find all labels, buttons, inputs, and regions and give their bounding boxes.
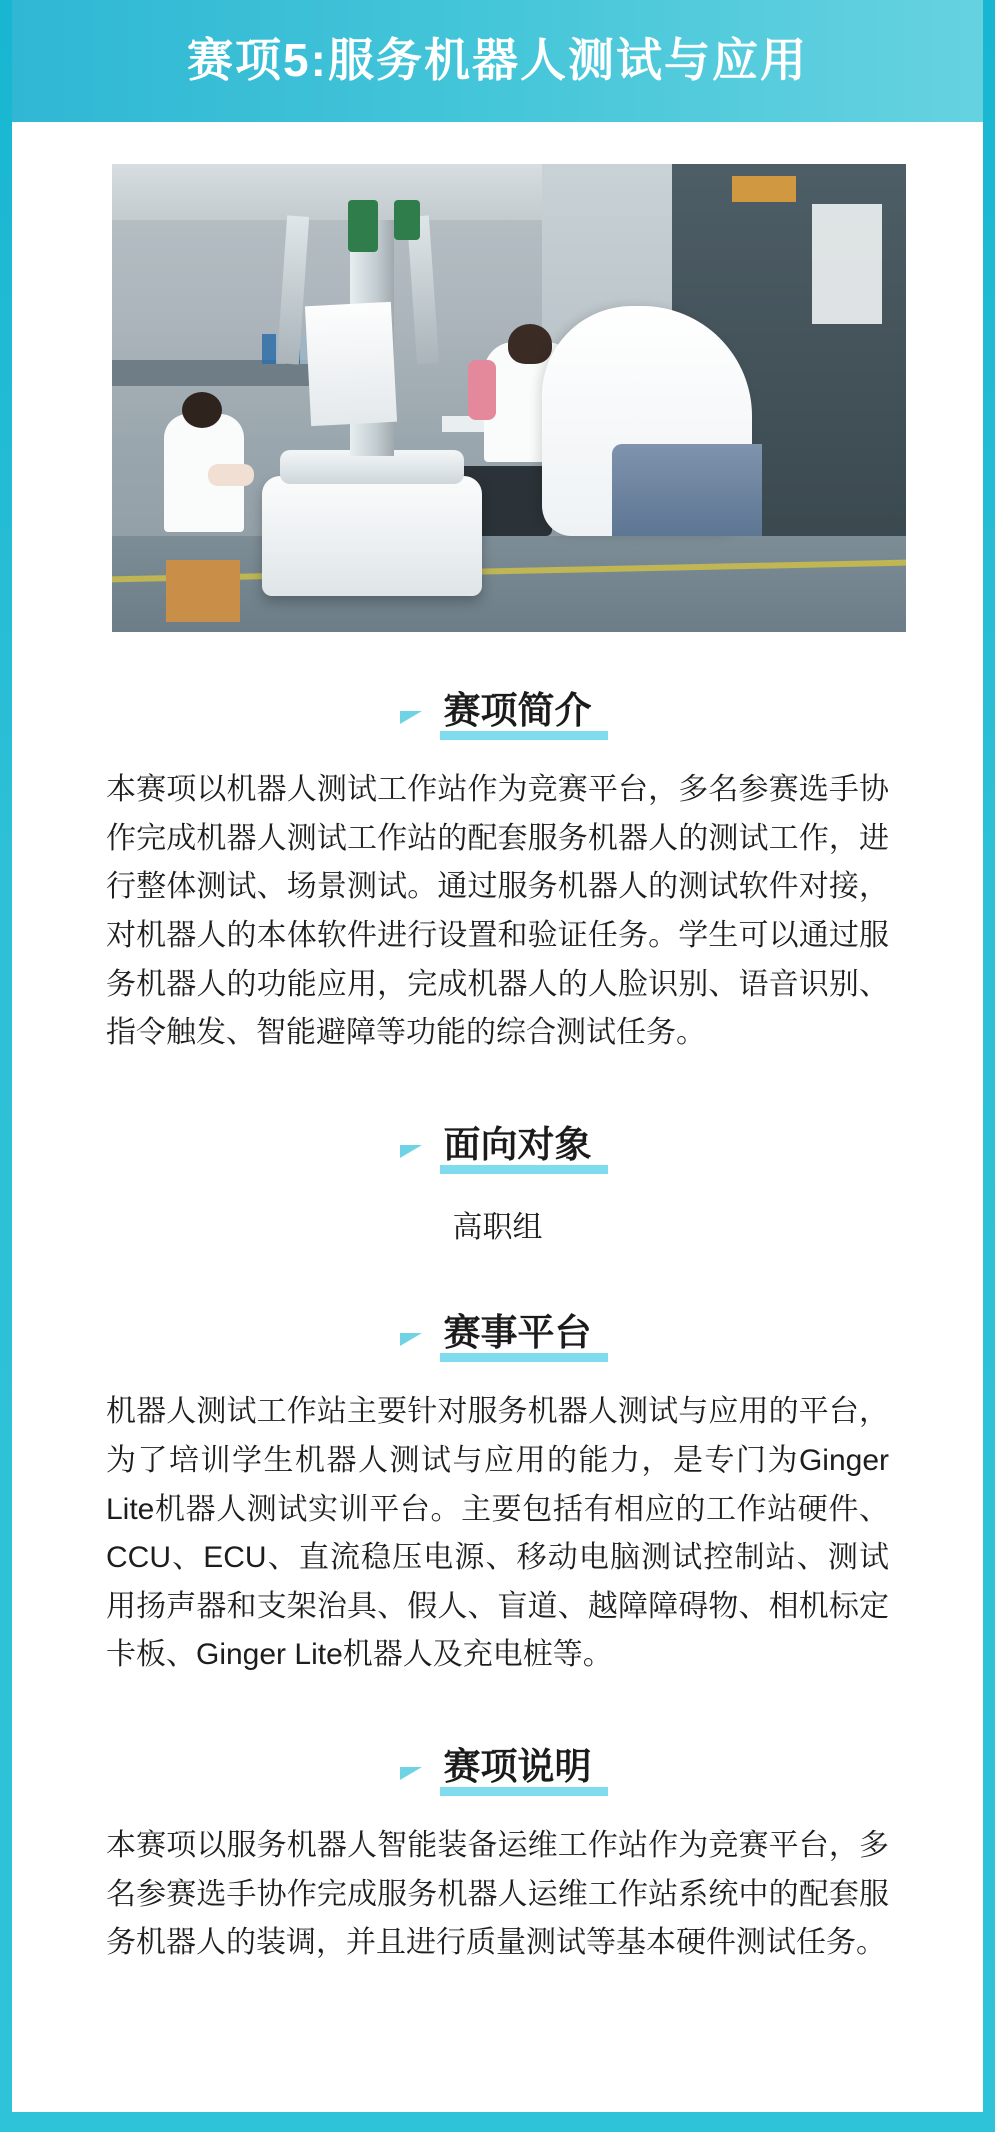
content-card (12, 122, 983, 2112)
section-heading-audience (12, 1122, 983, 1174)
photo-wooden-stool (166, 560, 240, 622)
hero-photo (112, 164, 906, 632)
photo-cabinet-label (732, 176, 796, 202)
triangle-marker-icon (400, 1333, 422, 1346)
triangle-marker-icon (400, 1145, 422, 1158)
photo-worker-background-head (508, 324, 552, 364)
photo-worker-left-arm (208, 464, 254, 486)
section-title: 面向对象 (440, 1122, 596, 1174)
photo-worker-pink-sleeve (468, 360, 496, 420)
page-title: 赛项5:服务机器人测试与应用 (187, 34, 808, 87)
photo-protective-cover (305, 302, 397, 426)
photo-worker-center-jeans (612, 444, 762, 536)
section-title: 赛事平台 (440, 1310, 596, 1362)
bottom-spacer (12, 1968, 983, 1978)
section-title: 赛项简介 (440, 688, 596, 740)
section-heading-intro (12, 688, 983, 740)
section-heading-description (12, 1744, 983, 1796)
photo-robot-green-module-1 (348, 200, 378, 252)
hero-photo-wrapper (12, 122, 983, 632)
section-body-description: 本赛项以服务机器人智能装备运维工作站作为竞赛平台，多名参赛选手协作完成服务机器人运维工作站系统中的配套服务机器人的装调，并且进行质量测试等基本硬件测试任务。 (106, 1829, 889, 1960)
banner-header (12, 0, 983, 122)
section-body-intro: 本赛项以机器人测试工作站作为竞赛平台，多名参赛选手协作完成机器人测试工作站的配套服务机器人的测试工作，进行整体测试、场景测试。通过服务机器人的测试软件对接，对机器人的本体软件进行设置和验证任务。学生可以通过服务机器人的功能应用，完成机器人的人脸识别、语音识别、指令触发、智能避障等功能的综合测试任务。 (106, 773, 889, 1050)
section-body-audience: 高职组 (452, 1211, 543, 1245)
photo-robot-green-module-2 (394, 200, 420, 240)
photo-worker-left-head (182, 392, 222, 428)
section-body-platform: 机器人测试工作站主要针对服务机器人测试与应用的平台，为了培训学生机器人测试与应用的能力，是专门为Ginger Lite机器人测试实训平台。主要包括有相应的工作站硬件、CCU、ECU、直流稳压电源、移动电脑测试控制站、测试用扬声器和支架治具、假人、盲道、越障障碍物、相机标定卡板、Ginger Lite机器人及充电桩等。 (106, 1395, 889, 1672)
section-title: 赛项说明 (440, 1744, 596, 1796)
section-heading-platform (12, 1310, 983, 1362)
triangle-marker-icon (400, 1767, 422, 1780)
photo-robot-base (262, 476, 482, 596)
triangle-marker-icon (400, 711, 422, 724)
photo-cabinet-door (812, 204, 882, 324)
